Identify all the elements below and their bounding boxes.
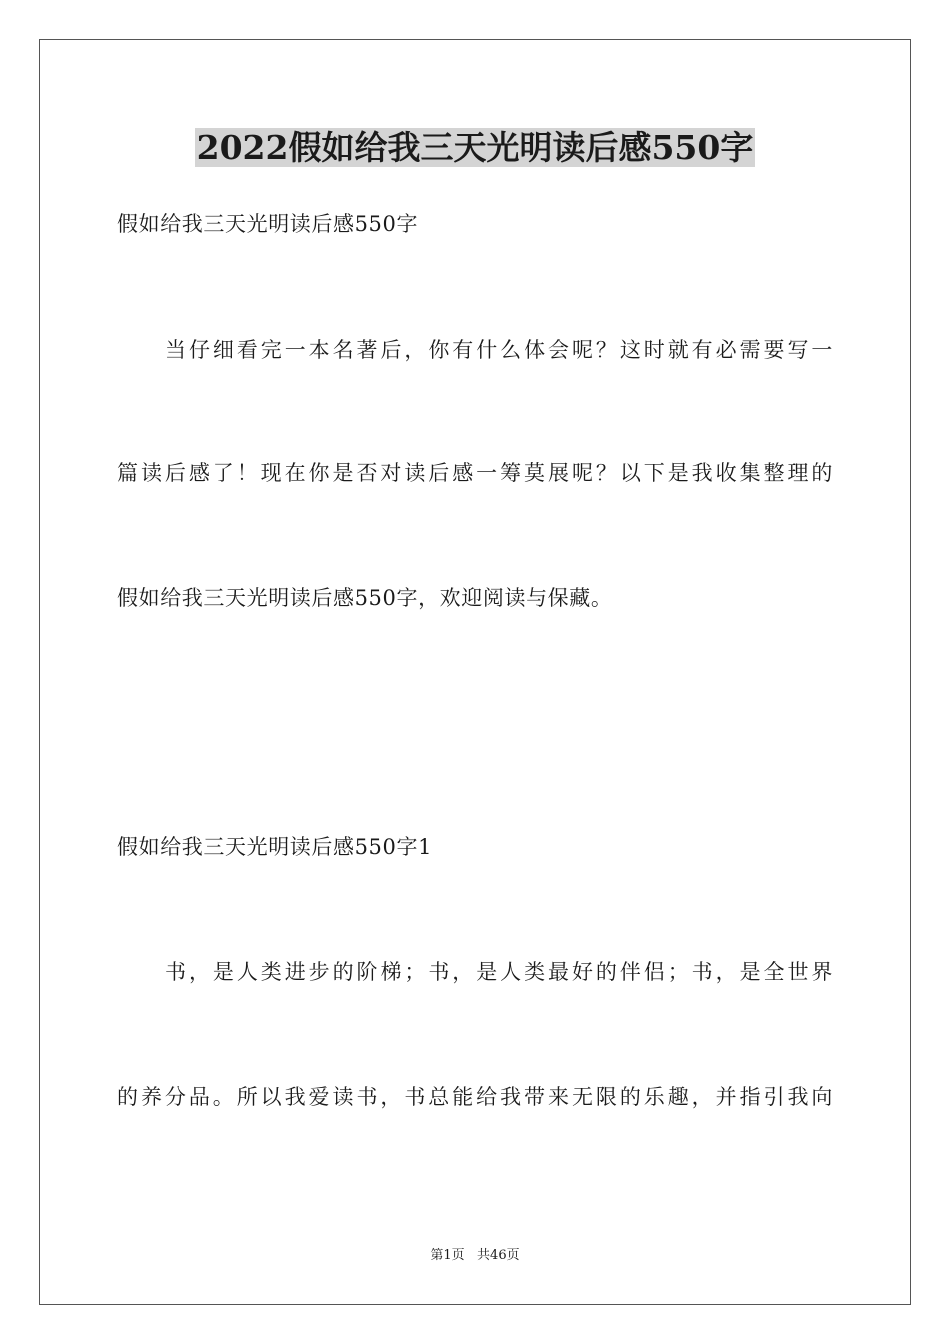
page-number-footer: 第1页 共46页 (430, 1248, 520, 1263)
section-paragraph-line-2: 的养分品。所以我爱读书，书总能给我带来无限的乐趣，并指引我向 (117, 1085, 833, 1109)
intro-paragraph-line-3: 假如给我三天光明读后感550字，欢迎阅读与保藏。 (117, 586, 613, 610)
section-paragraph-line-1: 书，是人类进步的阶梯；书，是人类最好的伴侣；书，是全世界 (165, 960, 833, 984)
document-subtitle: 假如给我三天光明读后感550字 (117, 212, 419, 236)
intro-paragraph-line-2: 篇读后感了！现在你是否对读后感一筹莫展呢？以下是我收集整理的 (117, 461, 833, 485)
section-heading: 假如给我三天光明读后感550字1 (117, 835, 433, 859)
document-title-text: 2022假如给我三天光明读后感550字 (196, 128, 754, 167)
intro-paragraph-line-1: 当仔细看完一本名著后，你有什么体会呢？这时就有必需要写一 (165, 338, 833, 362)
document-title (0, 126, 950, 170)
